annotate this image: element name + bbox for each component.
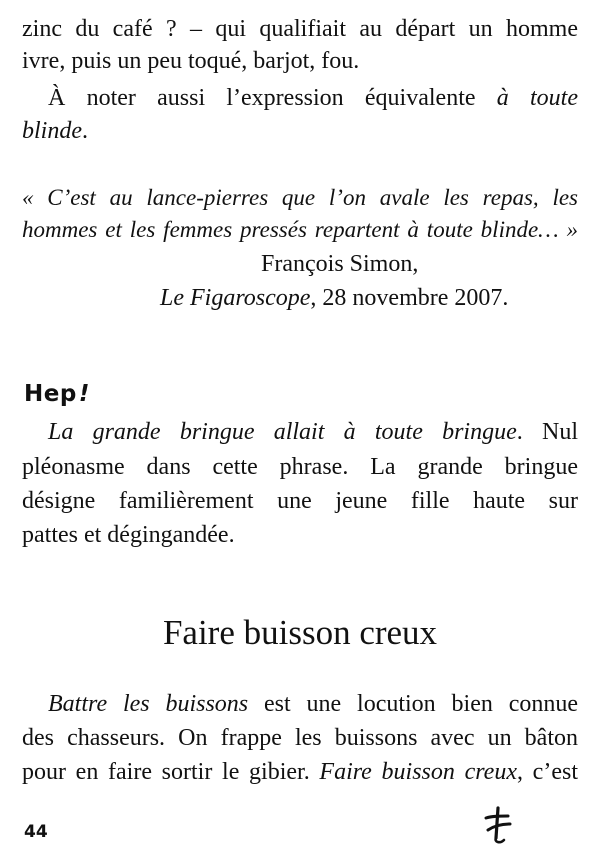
- text-fragment: pour en faire sortir le gibier.: [22, 759, 320, 785]
- quote-line: hommes et les femmes pressés repartent à toute blinde… »: [22, 217, 578, 242]
- attribution-author: François Simon,: [261, 251, 419, 277]
- page-number: 44: [24, 822, 48, 842]
- text-line: [48, 689, 578, 719]
- text-line: pléonasme dans cette phrase. La grande bringue: [22, 454, 578, 480]
- text-fragment: .: [82, 118, 88, 144]
- text-line: pattes et dégingandée.: [22, 522, 235, 548]
- text-line: [48, 417, 578, 447]
- quote-line: « C’est au lance-pierres que l’on avale les repas, les: [22, 185, 578, 210]
- decorative-mark-icon: [478, 804, 518, 848]
- text-fragment-italic: Battre les buissons: [48, 691, 249, 717]
- text-fragment-italic: La grande bringue allait à toute bringue: [48, 419, 517, 445]
- text-line: ivre, puis un peu toqué, barjot, fou.: [22, 48, 360, 74]
- text-line: des chasseurs. On frappe les buissons avec un bâton: [22, 725, 578, 751]
- text-fragment: . Nul: [516, 419, 579, 445]
- hep-word: Hep: [24, 381, 77, 407]
- text-fragment: À noter aussi l’expression équivalente: [48, 85, 497, 111]
- source-date: , 28 novembre 2007.: [310, 285, 509, 311]
- attribution-source: [160, 283, 580, 313]
- text-fragment: , c’est: [516, 759, 578, 785]
- text-line: désigne familièrement une jeune fille haute sur: [22, 488, 578, 514]
- text-fragment-italic: à toute: [496, 85, 578, 111]
- text-fragment: est une locution bien connue: [248, 691, 579, 717]
- hep-exclamation: !: [78, 381, 90, 407]
- text-line: [22, 757, 578, 787]
- text-line: [22, 116, 578, 146]
- hep-label: [24, 380, 90, 408]
- text-fragment-italic: blinde: [22, 118, 82, 144]
- text-line: [48, 83, 578, 113]
- text-fragment-italic: Faire buisson creux: [319, 759, 517, 785]
- text-line: zinc du café ? – qui qualifiait au départ un homme: [22, 16, 578, 42]
- source-title: Le Figaroscope: [160, 285, 311, 311]
- section-title: Faire buisson creux: [162, 613, 438, 652]
